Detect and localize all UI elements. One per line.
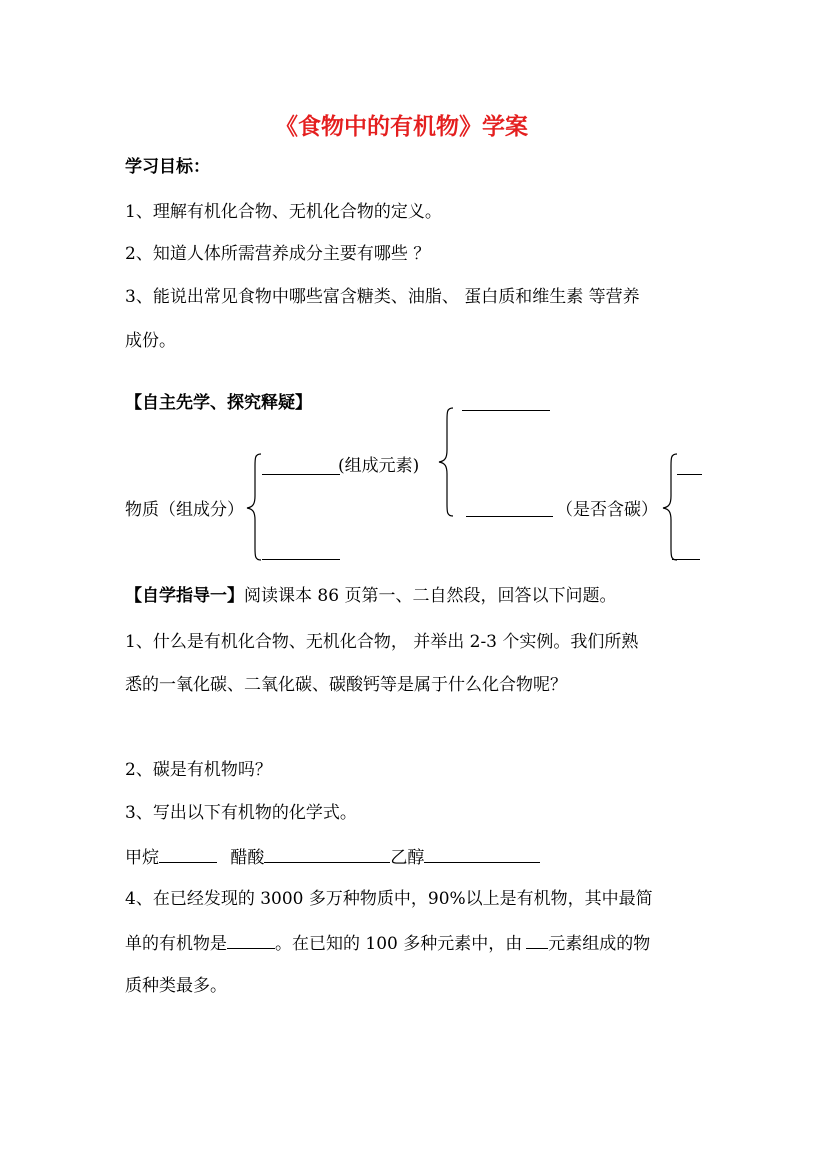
question-4-line-2: [125, 932, 650, 955]
ethanol-blank[interactable]: [424, 846, 540, 863]
question-2: 2、碳是有机物吗？: [125, 760, 272, 780]
blank-line-category-bottom: [466, 516, 553, 517]
objectives-heading: 学习目标：: [125, 157, 210, 177]
objective-item-1: 1、理解有机化合物、无机化合物的定义。: [125, 202, 442, 222]
q4-text-a: 单的有机物是: [125, 934, 227, 954]
acetic-acid-label: 醋酸: [230, 848, 265, 868]
blank-line-substance-bottom: [262, 559, 340, 560]
carbon-label: （是否含碳）: [556, 500, 658, 520]
section-heading-self-study: 【自主先学、探究释疑】: [125, 393, 312, 413]
page-title: 《食物中的有机物》学案: [275, 113, 528, 140]
objective-item-3: 3、能说出常见食物中哪些富含糖类、油脂、 蛋白质和维生素 等营养: [125, 287, 640, 307]
composition-label: (组成元素): [338, 456, 420, 476]
brace-composition: [435, 406, 455, 518]
ethanol-label: 乙醇: [390, 848, 425, 868]
guide1-heading: 【自学指导一】: [125, 586, 244, 606]
element-blank[interactable]: [526, 932, 548, 949]
brace-substance: [243, 452, 263, 562]
question-4-line-1: 4、在已经发现的 3000 多万种物质中，90%以上是有机物，其中最简: [125, 889, 653, 909]
question-1-line-1: 1、什么是有机化合物、无机化合物， 并举出 2-3 个实例。我们所熟: [125, 632, 639, 652]
substance-label: 物质（组成分）: [125, 500, 244, 520]
guide1-paragraph: [125, 585, 616, 607]
question-3: 3、写出以下有机物的化学式。: [125, 803, 357, 823]
methane-label: 甲烷: [125, 848, 159, 868]
blank-line-category-top: [462, 410, 550, 411]
objective-item-2: 2、知道人体所需营养成分主要有哪些 ？: [125, 244, 431, 264]
question-3-answers: [125, 846, 540, 869]
blank-line-composition: [262, 474, 340, 475]
acetic-acid-blank[interactable]: [264, 846, 390, 863]
q4-text-c: 元素组成的物: [548, 934, 651, 954]
methane-blank[interactable]: [159, 846, 217, 863]
simplest-organic-blank[interactable]: [227, 932, 275, 949]
guide1-intro: 阅读课本 86 页第一、二自然段，回答以下问题。: [244, 586, 617, 606]
question-4-line-3: 质种类最多。: [125, 976, 227, 996]
q4-text-b: 。在已知的 100 多种元素中，由: [275, 934, 523, 954]
blank-line-right-top: [677, 474, 702, 475]
brace-carbon: [659, 452, 679, 562]
question-1-line-2: 悉的一氧化碳、二氧化碳、碳酸钙等是属于什么化合物呢？: [125, 675, 567, 695]
objective-item-3-cont: 成份。: [125, 331, 176, 351]
